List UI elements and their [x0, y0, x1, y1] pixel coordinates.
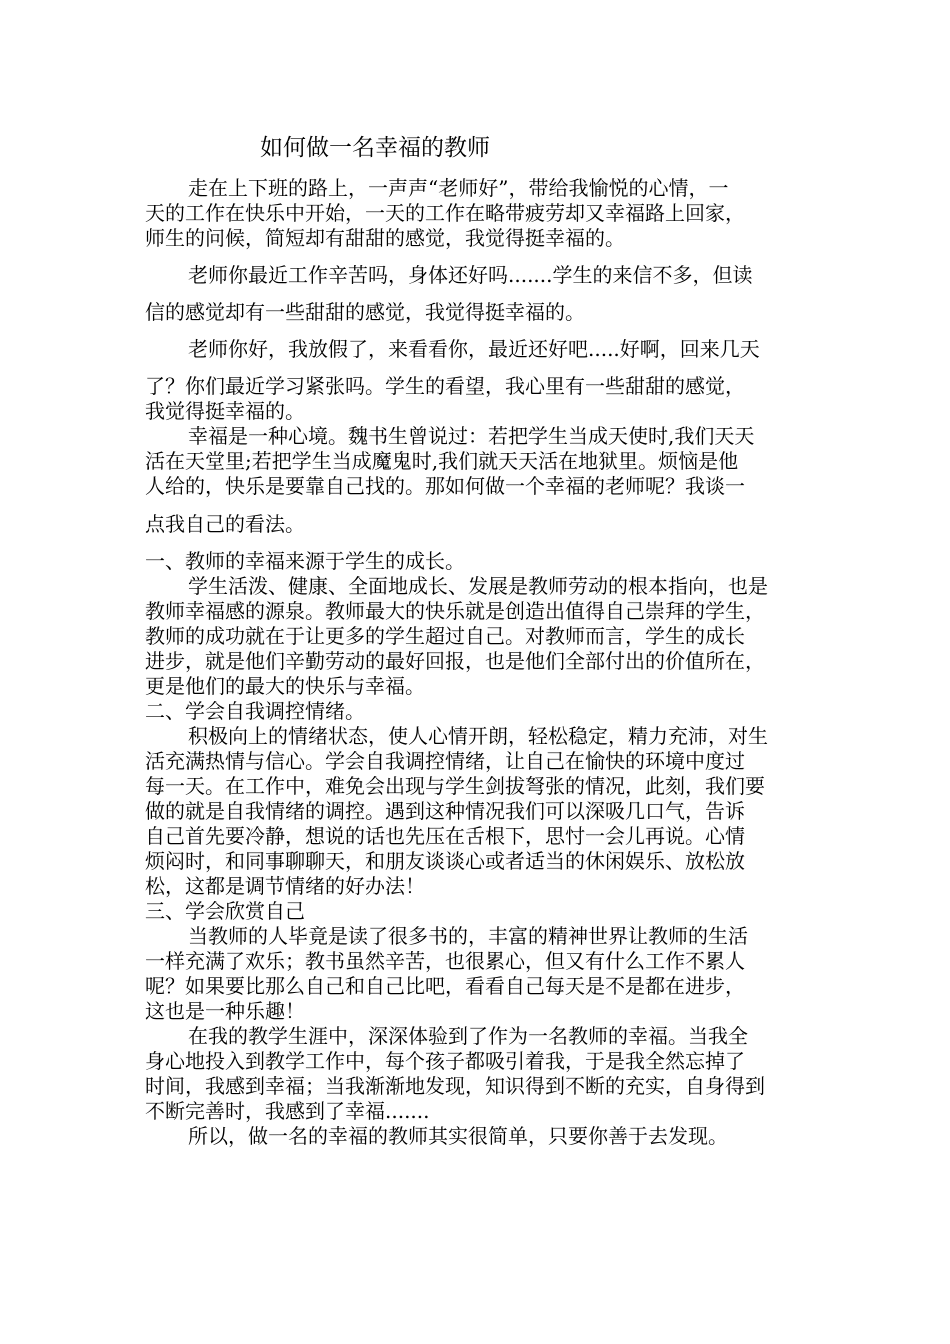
text-line: 烦闷时，和同事聊聊天，和朋友谈谈心或者适当的休闲娱乐、放松放 [145, 849, 745, 873]
text-line: 呢？如果要比那么自己和自己比吧，看看自己每天是不是都在进步， [145, 974, 745, 998]
text-line: 一样充满了欢乐；教书虽然辛苦，也很累心，但又有什么工作不累人 [145, 949, 745, 973]
text-line: 走在上下班的路上，一声声“老师好”，带给我愉悦的心情，一 [188, 176, 729, 200]
text-line: 活在天堂里;若把学生当成魔鬼时,我们就天天活在地狱里。烦恼是他 [145, 449, 739, 473]
text-line: 幸福是一种心境。魏书生曾说过：若把学生当成天使时,我们天天 [188, 424, 755, 448]
text-line: 积极向上的情绪状态，使人心情开朗，轻松稳定，精力充沛，对生 [188, 724, 768, 748]
text-line: 老师你好，我放假了，来看看你，最近还好吧.....好啊，回来几天 [188, 337, 760, 361]
text-line: 身心地投入到教学工作中，每个孩子都吸引着我，于是我全然忘掉了 [145, 1049, 745, 1073]
text-line: 活充满热情与信心。学会自我调控情绪，让自己在愉快的环境中度过 [145, 749, 745, 773]
text-line: 这也是一种乐趣！ [145, 999, 305, 1023]
text-line: 进步，就是他们辛勤劳动的最好回报，也是他们全部付出的价值所在， [145, 649, 765, 673]
document-title: 如何做一名幸福的教师 [260, 135, 490, 161]
text-line: 更是他们的最大的快乐与幸福。 [145, 674, 425, 698]
text-line: 当教师的人毕竟是读了很多书的，丰富的精神世界让教师的生活 [188, 924, 748, 948]
text-line: 天的工作在快乐中开始，一天的工作在略带疲劳却又幸福路上回家， [145, 201, 745, 225]
text-line: 人给的，快乐是要靠自己找的。那如何做一个幸福的老师呢？我谈一 [145, 474, 745, 498]
section-heading: 一、教师的幸福来源于学生的成长。 [145, 549, 465, 573]
text-line: 我觉得挺幸福的。 [145, 399, 305, 423]
text-line: 松，这都是调节情绪的好办法！ [145, 874, 425, 898]
text-line: 了？你们最近学习紧张吗。学生的看望，我心里有一些甜甜的感觉， [145, 374, 745, 398]
text-line: 学生活泼、健康、全面地成长、发展是教师劳动的根本指向，也是 [188, 574, 768, 598]
text-line: 信的感觉却有一些甜甜的感觉，我觉得挺幸福的。 [145, 300, 585, 324]
text-line: 时间，我感到幸福；当我渐渐地发现，知识得到不断的充实，自身得到 [145, 1074, 765, 1098]
text-line: 点我自己的看法。 [145, 512, 305, 536]
text-line: 自己首先要冷静，想说的话也先压在舌根下，思忖一会儿再说。心情 [145, 824, 745, 848]
text-line: 每一天。在工作中，难免会出现与学生剑拔弩张的情况，此刻，我们要 [145, 774, 765, 798]
text-line: 做的就是自我情绪的调控。遇到这种情况我们可以深吸几口气，告诉 [145, 799, 745, 823]
text-line: 在我的教学生涯中，深深体验到了作为一名教师的幸福。当我全 [188, 1024, 748, 1048]
text-line: 不断完善时，我感到了幸福....... [145, 1099, 430, 1123]
text-line: 教师幸福感的源泉。教师最大的快乐就是创造出值得自己崇拜的学生， [145, 599, 765, 623]
section-heading: 三、学会欣赏自己 [145, 899, 305, 923]
text-line: 师生的问候，简短却有甜甜的感觉，我觉得挺幸福的。 [145, 226, 625, 250]
text-line: 教师的成功就在于让更多的学生超过自己。对教师而言，学生的成长 [145, 624, 745, 648]
section-heading: 二、学会自我调控情绪。 [145, 699, 365, 723]
text-line: 老师你最近工作辛苦吗，身体还好吗.......学生的来信不多，但读 [188, 263, 753, 287]
text-line: 所以，做一名的幸福的教师其实很简单，只要你善于去发现。 [188, 1124, 728, 1148]
